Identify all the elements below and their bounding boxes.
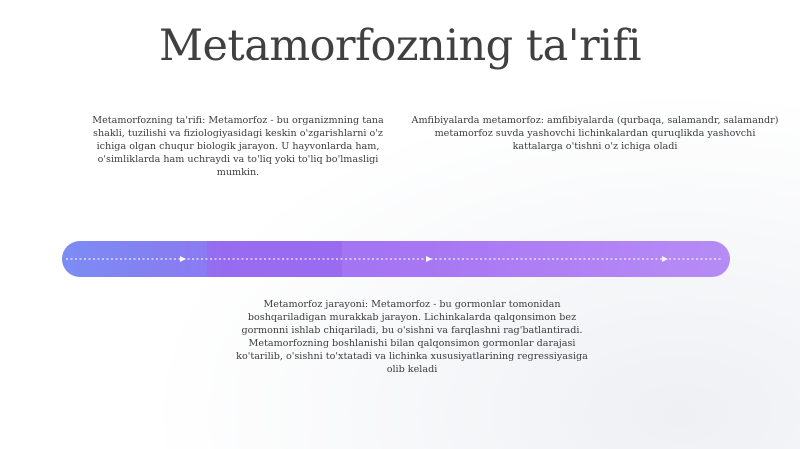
timeline-bar	[62, 241, 730, 277]
definition-text: Metamorfozning ta'rifi: Metamorfoz - bu organizmning tana shakli, tuzilishi va fiziologiyasidagi keskin o'zgarishlarni o'z ichiga olgan chuqur biologik jarayon. U hayvonlarda ham, o'simliklarda ham uchraydi va to'liq yoki to'liq bo'lmasligi mumkin.	[92, 115, 384, 178]
timeline-arrows-icon	[62, 241, 730, 277]
process-text: Metamorfoz jarayoni: Metamorfoz - bu gormonlar tomonidan boshqariladigan murakkab jarayon. Lichinkalarda qalqonsimon bez gormonni ishlab chiqariladi, bu o'sishni va farqlashni rag'batlantiradi. Metamorfozning boshlanishi bilan qalqonsimon gormonlar darajasi ko'tarilib, o'sishni to'xtatadi va lichinka xususiyatlarining regressiyasiga olib keladi	[236, 299, 588, 375]
amphibians-text: Amfibiyalarda metamorfoz: amfibiyalarda (qurbaqa, salamandr, salamandr) metamorfoz suvda yashovchi lichinkalardan quruqlikda yashovchi kattalarga o'tishni o'z ichiga oladi	[411, 115, 779, 152]
slide-title: Metamorfozning ta'rifi	[158, 21, 642, 71]
